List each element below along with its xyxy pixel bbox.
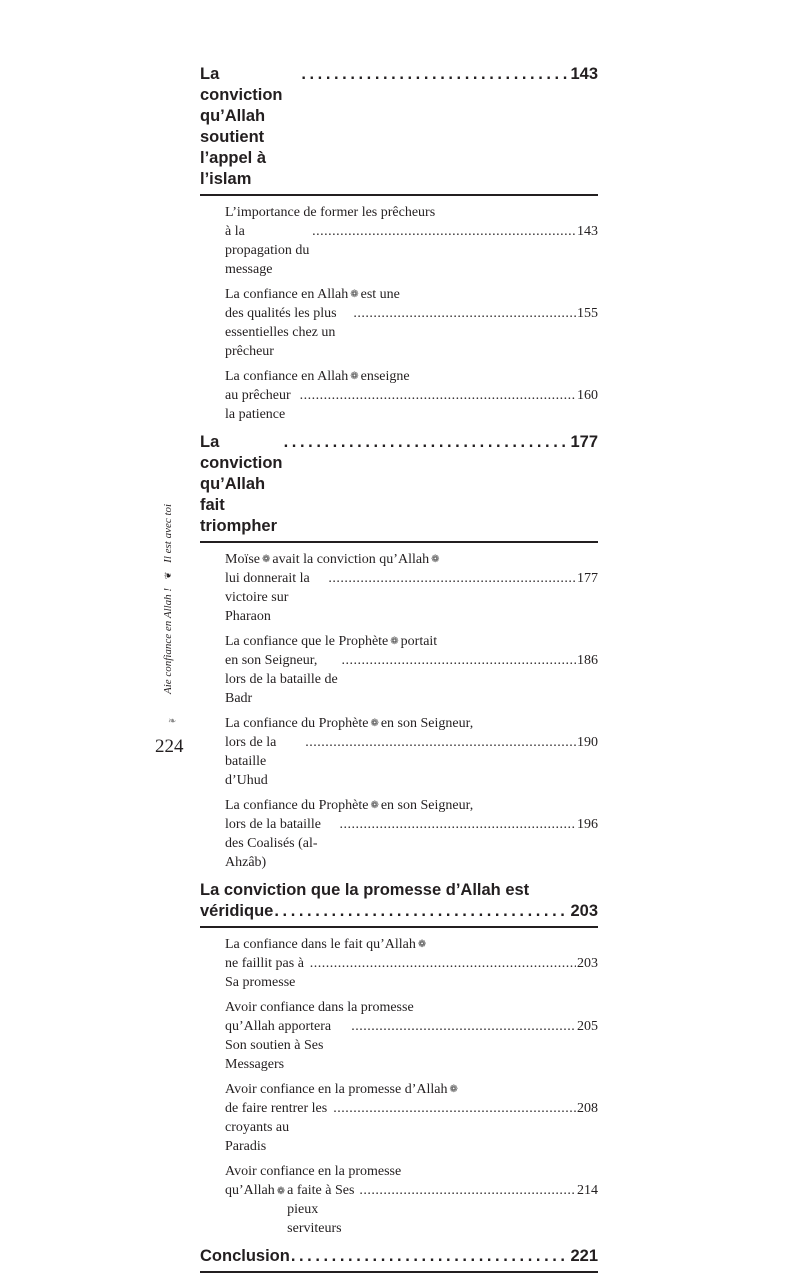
book-subtitle: Il est avec toi bbox=[162, 503, 174, 563]
dot-leader bbox=[305, 733, 576, 752]
entry-text: La confiance que le Prophète bbox=[225, 634, 389, 649]
page-ref: 190 bbox=[577, 735, 598, 750]
page-ref: 208 bbox=[577, 1101, 598, 1116]
toc-section-conclusion bbox=[200, 1246, 598, 1273]
toc-entry bbox=[225, 1080, 598, 1156]
toc-entry bbox=[225, 632, 598, 708]
page-ref: 196 bbox=[577, 817, 598, 832]
section-title: La conviction que la promesse d’Allah est bbox=[200, 881, 530, 899]
honorific-glyph-icon: ❁ bbox=[276, 1186, 286, 1197]
dot-leader bbox=[341, 651, 576, 670]
honorific-glyph-icon: ❁ bbox=[350, 371, 359, 382]
toc-entry bbox=[225, 998, 598, 1074]
entry-line: Avoir confiance en la promesse bbox=[225, 1164, 402, 1179]
section-title: Conclusion bbox=[200, 1247, 290, 1265]
page-ref: 186 bbox=[577, 653, 598, 668]
page-ref: 205 bbox=[577, 1019, 598, 1034]
entry-text: La confiance du Prophète bbox=[225, 798, 369, 813]
honorific-glyph-icon: ❁ bbox=[370, 718, 379, 729]
entry-text: en son Seigneur, bbox=[380, 798, 474, 813]
page-ref: 155 bbox=[577, 306, 598, 321]
book-title: Aie confiance en Allah ! bbox=[162, 587, 174, 694]
entry-text: est une bbox=[360, 287, 400, 302]
page-ref: 221 bbox=[570, 1247, 598, 1265]
honorific-glyph-icon: ❁ bbox=[350, 289, 359, 300]
page-ref: 160 bbox=[577, 388, 598, 403]
honorific-glyph-icon: ❁ bbox=[370, 800, 379, 811]
toc-entry bbox=[225, 367, 598, 424]
page-ref: 214 bbox=[577, 1183, 598, 1198]
entry-line: L’importance de former les prêcheurs bbox=[225, 205, 436, 220]
entry-line: lui donnerait la victoire sur Pharaon bbox=[225, 571, 310, 624]
toc-entry bbox=[225, 1162, 598, 1238]
table-of-contents bbox=[200, 64, 598, 1280]
entry-text: Moïse bbox=[225, 552, 260, 567]
dot-leader bbox=[300, 386, 576, 405]
dot-leader bbox=[351, 1017, 576, 1036]
toc-entry bbox=[225, 935, 598, 992]
honorific-glyph-icon: ❁ bbox=[449, 1084, 458, 1095]
dot-leader bbox=[353, 304, 576, 323]
entry-text: portait bbox=[400, 634, 438, 649]
toc-entry bbox=[225, 285, 598, 361]
honorific-glyph-icon: ❁ bbox=[431, 554, 440, 565]
dot-leader bbox=[301, 64, 569, 85]
ornament-icon: ❧ bbox=[168, 716, 177, 727]
section-title: La conviction qu’Allah fait triompher bbox=[200, 433, 283, 535]
dot-leader bbox=[333, 1099, 576, 1118]
dot-leader bbox=[312, 222, 576, 241]
honorific-glyph-icon: ❁ bbox=[417, 939, 427, 950]
dot-leader bbox=[340, 815, 577, 834]
running-header bbox=[162, 504, 174, 694]
honorific-glyph-icon: ❁ bbox=[390, 636, 399, 647]
entry-line: en son Seigneur, lors de la bataille de Badr bbox=[225, 653, 338, 706]
dot-leader bbox=[359, 1181, 576, 1200]
separator-icon: ❦ bbox=[163, 571, 173, 580]
entry-text: La confiance du Prophète bbox=[225, 716, 369, 731]
entry-line: de faire rentrer les croyants au Paradis bbox=[225, 1101, 328, 1154]
page-ref: 177 bbox=[577, 571, 598, 586]
section-title: véridique bbox=[200, 902, 274, 920]
entry-text: La confiance en Allah bbox=[225, 369, 349, 384]
toc-section-1 bbox=[200, 64, 598, 196]
toc-entry bbox=[225, 714, 598, 790]
entry-line: lors de la bataille des Coalisés (al-Ahzâb) bbox=[225, 817, 322, 870]
dot-leader bbox=[284, 432, 570, 453]
entry-line: Avoir confiance dans la promesse bbox=[225, 1000, 414, 1015]
entry-text: a faite à Ses pieux serviteurs bbox=[287, 1183, 355, 1236]
entry-text: avait la conviction qu’Allah bbox=[272, 552, 430, 567]
entry-text: La confiance en Allah bbox=[225, 287, 349, 302]
entry-line: à la propagation du message bbox=[225, 224, 310, 277]
toc-section-2 bbox=[200, 432, 598, 543]
page-number: 224 bbox=[155, 736, 184, 757]
page-ref: 203 bbox=[577, 956, 598, 971]
entry-text: en son Seigneur, bbox=[380, 716, 474, 731]
entry-line: des qualités les plus essentielles chez un prêcheur bbox=[225, 306, 337, 359]
toc-entry bbox=[225, 203, 598, 279]
page-ref: 203 bbox=[570, 902, 598, 920]
dot-leader bbox=[291, 1246, 570, 1267]
entry-line: ne faillit pas à Sa promesse bbox=[225, 956, 304, 990]
toc-entry bbox=[225, 796, 598, 872]
entry-text: qu’Allah bbox=[225, 1183, 275, 1198]
dot-leader bbox=[310, 954, 576, 973]
toc-section-3 bbox=[200, 880, 598, 928]
toc-entry bbox=[225, 550, 598, 626]
section-title: La conviction qu’Allah soutient l’appel à l’islam bbox=[200, 65, 283, 188]
entry-line: lors de la bataille d’Uhud bbox=[225, 735, 277, 788]
entry-text: Avoir confiance en la promesse d’Allah bbox=[225, 1082, 448, 1097]
dot-leader bbox=[328, 569, 576, 588]
page-ref: 143 bbox=[577, 224, 598, 239]
entry-line: qu’Allah apportera Son soutien à Ses Messagers bbox=[225, 1019, 332, 1072]
honorific-glyph-icon: ❁ bbox=[262, 554, 271, 565]
entry-text: La confiance dans le fait qu’Allah bbox=[225, 937, 416, 952]
page-ref: 143 bbox=[570, 65, 598, 83]
page-ref: 177 bbox=[570, 433, 598, 451]
entry-text: enseigne bbox=[360, 369, 410, 384]
entry-line: au prêcheur la patience bbox=[225, 388, 291, 422]
dot-leader bbox=[274, 901, 569, 922]
